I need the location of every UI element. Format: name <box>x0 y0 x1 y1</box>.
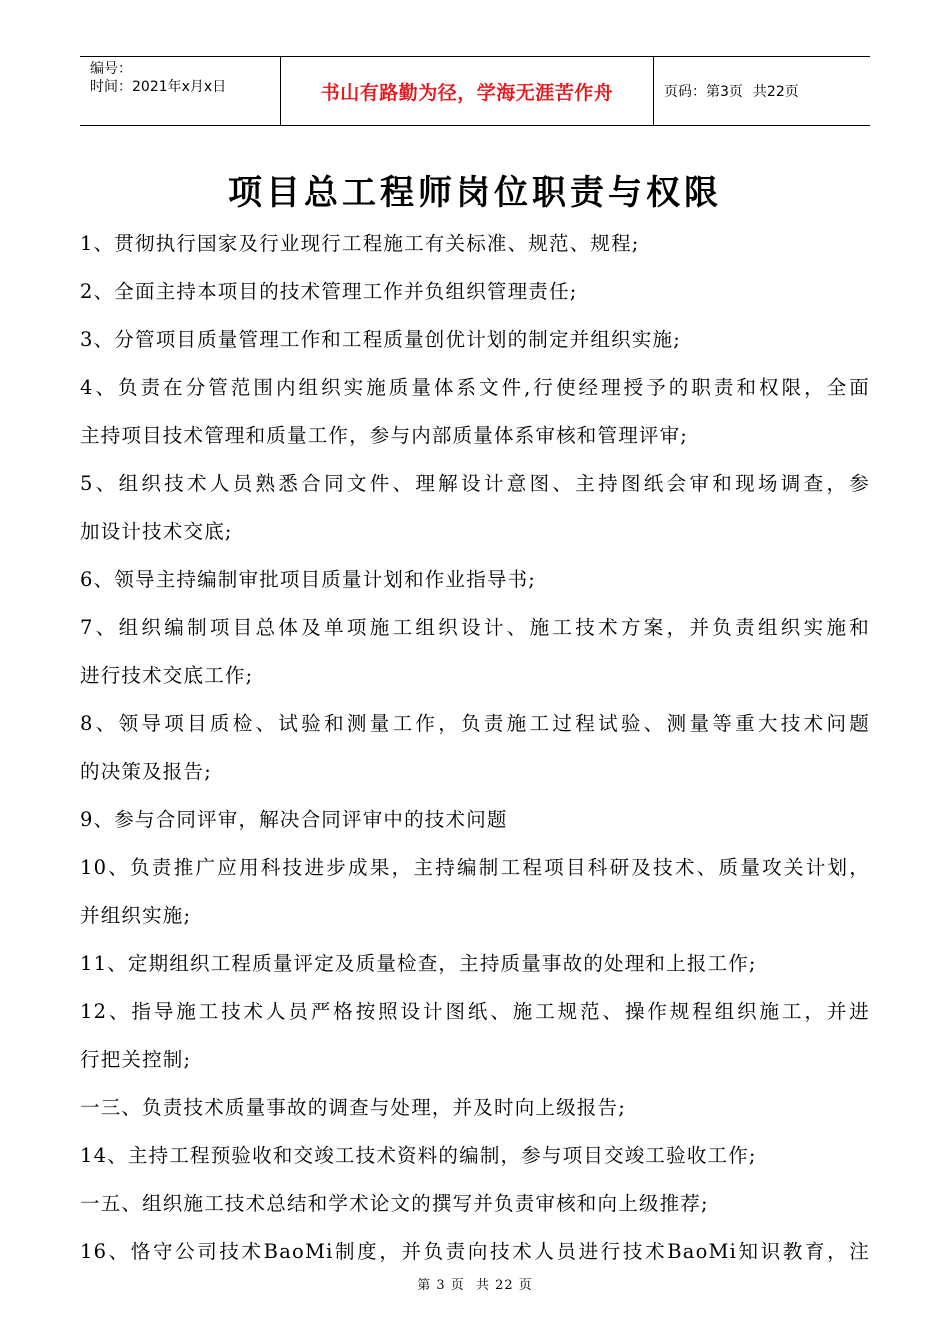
header-page-number: 页码：第3页 <box>664 84 743 100</box>
header-page-total: 共22页 <box>752 84 799 100</box>
list-item: 加设计技术交底; <box>80 520 233 543</box>
list-item: 12、指导施工技术人员严格按照设计图纸、施工规范、操作规程组织施工，并进 <box>80 1000 870 1023</box>
list-item: 1、贯彻执行国家及行业现行工程施工有关标准、规范、规程; <box>80 232 640 255</box>
list-item: 11、定期组织工程质量评定及质量检查，主持质量事故的处理和上报工作; <box>80 952 757 975</box>
document-number-label: 编号： <box>90 61 132 77</box>
list-item: 进行技术交底工作; <box>80 664 254 687</box>
page-footer <box>0 1274 950 1293</box>
page-header <box>80 56 870 126</box>
document-date: 时间：2021年x月x日 <box>90 79 227 95</box>
list-item: 8、领导项目质检、试验和测量工作，负责施工过程试验、测量等重大技术问题 <box>80 712 870 735</box>
list-item: 14、主持工程预验收和交竣工技术资料的编制，参与项目交竣工验收工作; <box>80 1144 757 1167</box>
header-motto: 书山有路勤为径，学海无涯苦作舟 <box>280 57 654 125</box>
list-item: 7、组织编制项目总体及单项施工组织设计、施工技术方案，并负责组织实施和 <box>80 616 870 639</box>
header-page-info <box>652 57 870 125</box>
list-item: 一三、负责技术质量事故的调查与处理，并及时向上级报告; <box>80 1096 626 1119</box>
list-item: 3、分管项目质量管理工作和工程质量创优计划的制定并组织实施; <box>80 328 681 351</box>
list-item: 行把关控制; <box>80 1048 192 1071</box>
header-meta <box>80 57 280 125</box>
list-item: 4、负责在分管范围内组织实施质量体系文件,行使经理授予的职责和权限，全面 <box>80 376 870 399</box>
list-item: 一五、组织施工技术总结和学术论文的撰写并负责审核和向上级推荐; <box>80 1192 709 1215</box>
list-item: 9、参与合同评审，解决合同评审中的技术问题 <box>80 808 508 831</box>
list-item: 6、领导主持编制审批项目质量计划和作业指导书; <box>80 568 537 591</box>
footer-page-total: 共 22 页 <box>475 1278 533 1293</box>
list-item: 2、全面主持本项目的技术管理工作并负组织管理责任; <box>80 280 578 303</box>
list-item: 并组织实施; <box>80 904 192 927</box>
list-item: 16、恪守公司技术BaoMi制度，并负责向技术人员进行技术BaoMi知识教育，注 <box>80 1240 870 1263</box>
footer-page-number: 第 3 页 <box>417 1278 465 1293</box>
list-item: 10、负责推广应用科技进步成果，主持编制工程项目科研及技术、质量攻关计划， <box>80 856 870 879</box>
list-item: 5、组织技术人员熟悉合同文件、理解设计意图、主持图纸会审和现场调查，参 <box>80 472 870 495</box>
list-item: 的决策及报告; <box>80 760 212 783</box>
list-item: 主持项目技术管理和质量工作，参与内部质量体系审核和管理评审; <box>80 424 689 447</box>
page-title: 项目总工程师岗位职责与权限 <box>228 173 722 213</box>
